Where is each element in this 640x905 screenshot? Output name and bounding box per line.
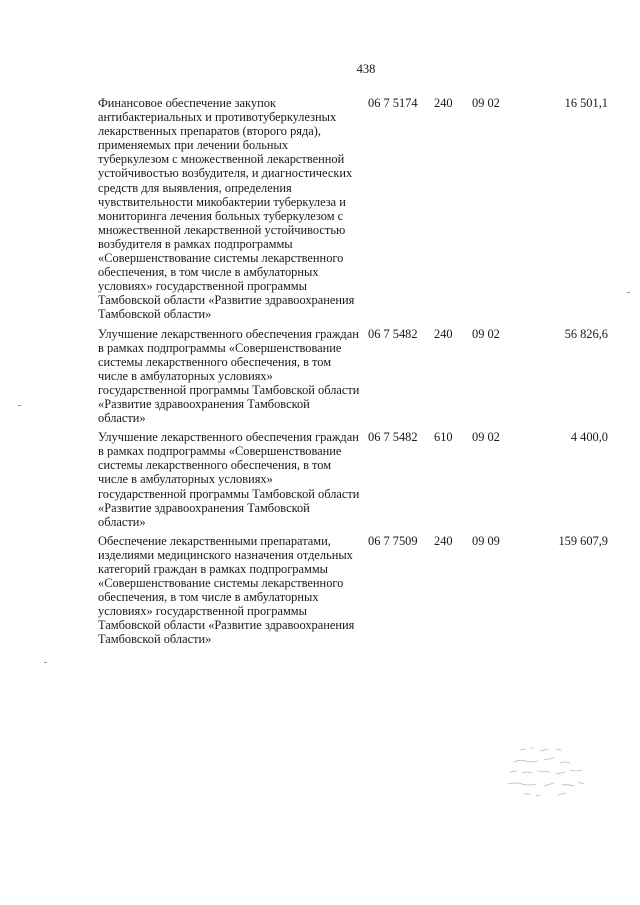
budget-table (98, 96, 608, 652)
table-row (98, 534, 608, 647)
row-description: Улучшение лекарственного обеспечения граждан в рамках подпрограммы «Совершенствование системы лекарственного обеспечения, в том числе в амбулаторных условиях» государственной программы Тамбовской области «Развитие здравоохранения Тамбовской области» (98, 430, 360, 529)
row-description: Финансовое обеспечение закупок антибактериальных и противотуберкулезных лекарственных препаратов (второго ряда), применяемых при лечении больных туберкулезом с множественной лекарственной устойчивостью возбудителя, и диагностических средств для выявления, определения чувствительности микобактерии туберкулеза и мониторинга лечения больных туберкулезом с множественной лекарственной устойчивостью возбудителя в рамках подпрограммы «Совершенствование системы лекарственного обеспечения, в том числе в амбулаторных условиях» государственной программы Тамбовской области «Развитие здравоохранения Тамбовской области» (98, 96, 355, 322)
row-amount: 16 501,1 (564, 96, 608, 110)
row-section: 09 09 (472, 533, 500, 548)
row-section: 09 02 (472, 326, 500, 341)
table-row (98, 96, 608, 322)
row-expense-type: 610 (434, 430, 453, 445)
stamp-icon (500, 742, 600, 802)
row-amount: 159 607,9 (558, 533, 608, 548)
table-row (98, 430, 608, 529)
margin-dot (18, 405, 21, 406)
row-section: 09 02 (472, 96, 500, 110)
margin-dot (627, 292, 630, 293)
row-description: Обеспечение лекарственными препаратами, изделиями медицинского назначения отдельных категорий граждан в рамках подпрограммы «Совершенствование системы лекарственного обеспечения, в том числе в амбулаторных условиях» государственной программы Тамбовской области «Развитие здравоохранения Тамбовской области» (98, 533, 355, 647)
table-row (98, 327, 608, 426)
row-expense-type: 240 (434, 326, 453, 341)
row-section: 09 02 (472, 430, 500, 445)
stamp-impression (500, 742, 600, 802)
row-expense-type: 240 (434, 533, 453, 548)
page-number: 438 (356, 62, 376, 76)
row-amount: 4 400,0 (570, 430, 608, 445)
row-expense-type: 240 (434, 96, 453, 110)
row-code: 06 7 7509 (368, 533, 418, 548)
row-code: 06 7 5174 (368, 96, 418, 110)
row-description: Улучшение лекарственного обеспечения граждан в рамках подпрограммы «Совершенствование системы лекарственного обеспечения, в том числе в амбулаторных условиях» государственной программы Тамбовской области «Развитие здравоохранения Тамбовской области» (98, 326, 360, 426)
row-code: 06 7 5482 (368, 326, 418, 341)
margin-dot (44, 662, 47, 663)
row-amount: 56 826,6 (564, 326, 608, 341)
row-code: 06 7 5482 (368, 430, 418, 445)
